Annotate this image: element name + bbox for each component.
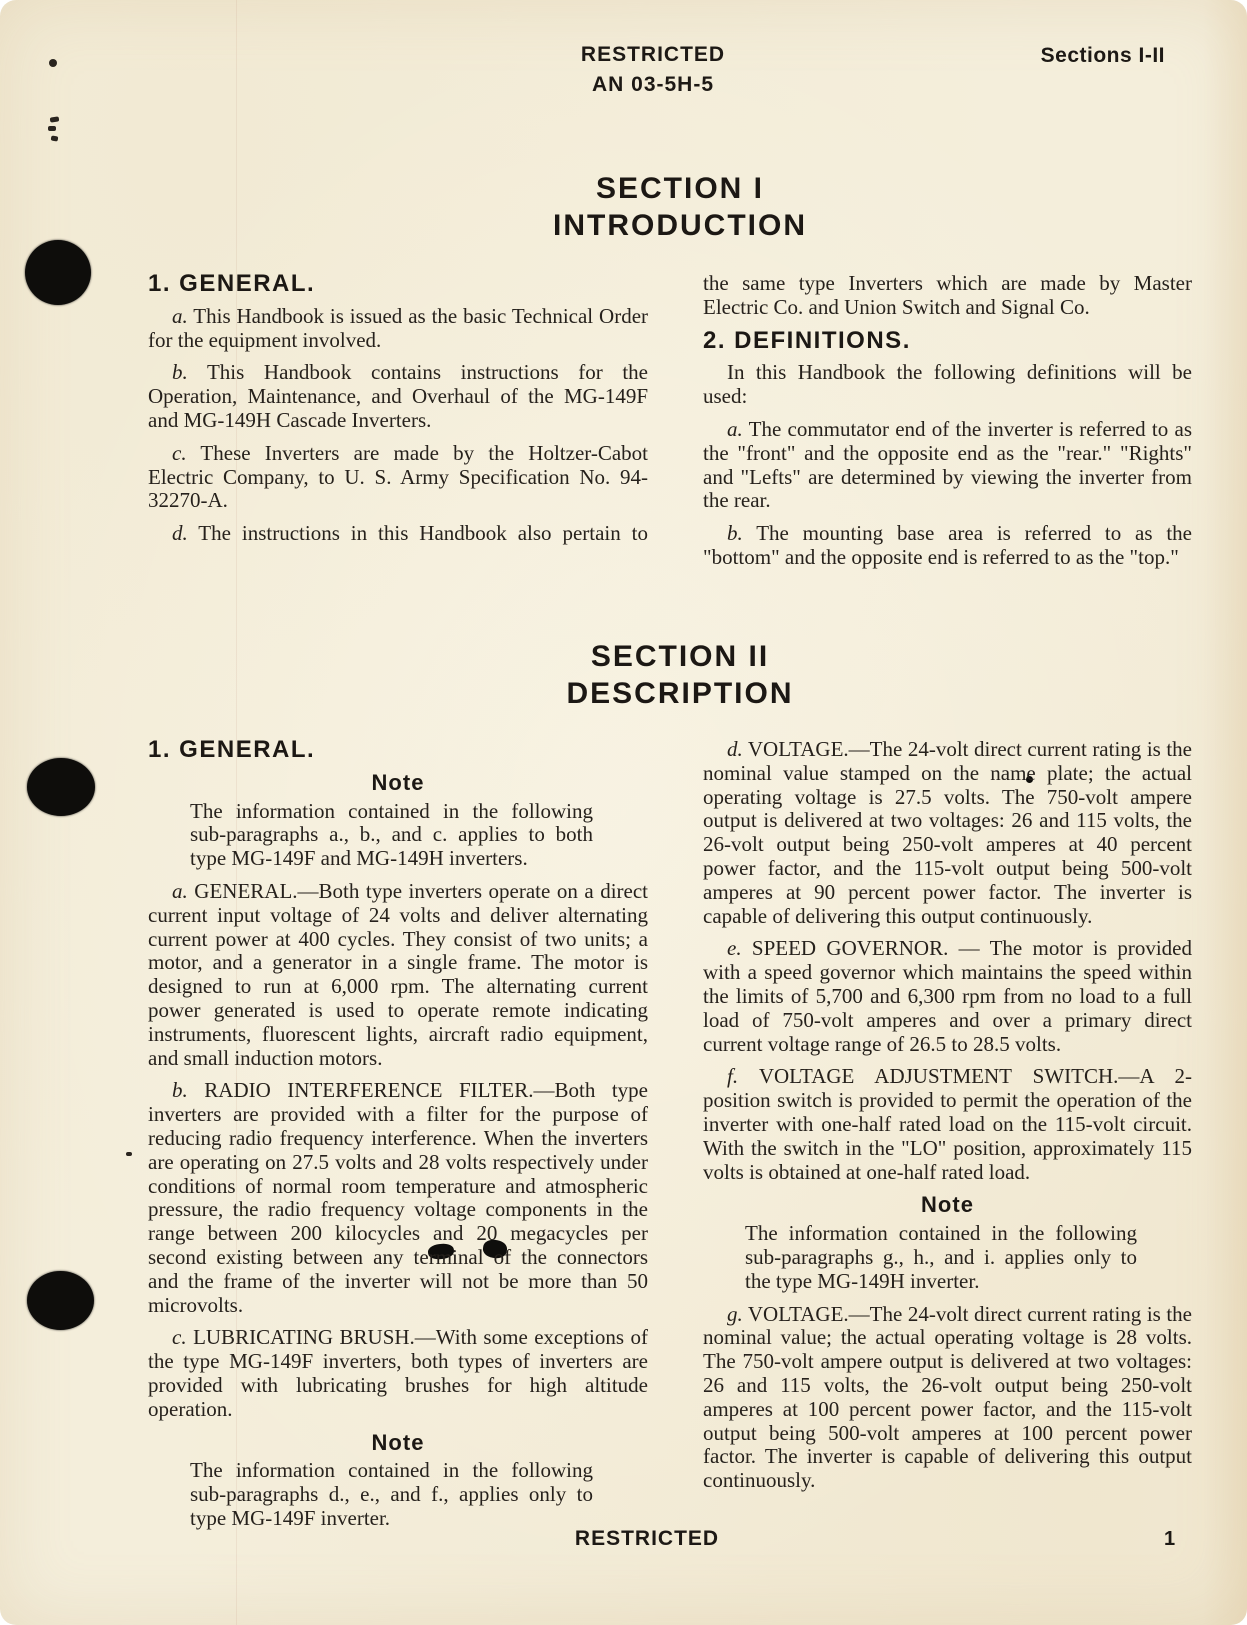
section1-title-block — [180, 170, 1180, 244]
binder-hole — [27, 1271, 94, 1330]
paragraph-lead: c. — [172, 1325, 187, 1350]
paragraph-text: the same type Inverters which are made by Master Electric Co. and Union Switch and Signal Co. — [703, 271, 1192, 319]
paragraph-text: VOLTAGE ADJUSTMENT SWITCH.—A 2-position switch is provided to permit the operation of the inverter with one-half rated load on the 115-volt circuit. With the switch in the "LO" position, approximately 115 volts is obtained at one-half rated load. — [703, 1064, 1192, 1184]
section1-definitions-intro — [703, 361, 1192, 409]
paragraph-lead: g. — [727, 1301, 743, 1326]
section1-paragraph-b — [148, 361, 648, 432]
paragraph-lead: f. — [727, 1064, 739, 1089]
section2-subtitle: DESCRIPTION — [566, 677, 794, 710]
paragraph-lead: a. — [172, 878, 188, 903]
paragraph-lead: d. — [172, 521, 188, 546]
section1-title: SECTION I — [595, 172, 764, 205]
section1-right-column — [703, 272, 1192, 570]
paragraph-text: This Handbook contains instructions for the Operation, Maintenance, and Overhaul of the MG-149F and MG-149H Cascade Inverters. — [148, 360, 648, 432]
footer-classification: RESTRICTED — [574, 1527, 720, 1550]
paragraph-text: GENERAL.—Both type inverters operate on a direct current input voltage of 24 volts and deliver alternating current power at 400 cycles. They consist of two units; a motor, and a generator in a single frame. The motor is designed to run at 6,000 rpm. The alternating current power generated is used to operate remote indicating instruments, fluorescent lights, aircraft radio equipment, and small induction motors. — [148, 878, 649, 1070]
section2-heading-general: 1. GENERAL. — [148, 736, 316, 763]
section2-paragraph-b — [148, 1079, 648, 1317]
binder-hole — [25, 240, 91, 305]
header-sections-ref: Sections I-II — [1040, 44, 1165, 67]
paragraph-text: In this Handbook the following definitions will be used: — [703, 360, 1192, 409]
section2-left-column — [148, 738, 648, 1540]
page-number: 1 — [1164, 1528, 1176, 1550]
paragraph-text: The instructions in this Handbook also pertain to — [198, 521, 648, 546]
note-label: Note — [921, 1192, 974, 1218]
paragraph-text: RADIO INTERFERENCE FILTER.—Both type inverters are provided with a filter for the purpose of reducing radio frequency interference. When the inverters are operating on 27.5 volts and 28 volts respectively under conditions of normal room temperature and atmospheric pressure, the radio frequency voltage components in the range between 200 kilocycles and 20 megacycles per second existing between any terminal of the connectors and the frame of the inverter will not be more than 50 microvolts. — [148, 1078, 649, 1317]
section2-paragraph-a — [148, 880, 648, 1070]
section1-paragraph-a — [148, 305, 648, 353]
paragraph-lead: d. — [727, 737, 743, 761]
section1-continuation-paragraph — [703, 272, 1192, 320]
header-doc-number: AN 03-5H-5 — [591, 73, 715, 96]
note-block — [148, 1431, 648, 1531]
paragraph-text: LUBRICATING BRUSH.—With some exceptions of the type MG-149F inverters, both types of inverters are provided with lubricating brushes for high altitude operation. — [148, 1325, 649, 1421]
ink-speck — [48, 126, 56, 131]
ink-speck — [51, 135, 59, 141]
section2-paragraph-c — [148, 1326, 648, 1421]
section2-title-block — [180, 638, 1180, 712]
ink-speck — [50, 116, 60, 122]
paragraph-lead: a. — [172, 303, 188, 328]
section1-definitions-paragraph-a — [703, 418, 1192, 513]
section2-paragraph-e — [703, 937, 1192, 1056]
section1-subtitle: INTRODUCTION — [553, 209, 807, 242]
note-text: The information contained in the following sub-paragraphs d., e., and f., applies only to type MG-149F inverter. — [190, 1458, 593, 1530]
paragraph-lead: b. — [172, 1078, 188, 1103]
paragraph-text: VOLTAGE.—The 24-volt direct current rating is the nominal value; the actual operating voltage is 28 volts. The 750-volt ampere output is delivered at two voltages: 26 and 115 volts, the 26-volt output being 250-volt amperes at 100 percent power factor, and the 115-volt output being 500-volt amperes at 100 percent power factor. The inverter is capable of delivering this output continuously. — [703, 1301, 1192, 1493]
section2-title: SECTION II — [590, 640, 770, 673]
note-block — [703, 1193, 1192, 1293]
ink-speck — [126, 1152, 132, 1156]
section1-heading-definitions: 2. DEFINITIONS. — [703, 326, 911, 354]
paragraph-lead: c. — [172, 440, 187, 465]
paragraph-lead: a. — [727, 416, 743, 441]
section1-paragraph-d — [148, 522, 648, 546]
section2-paragraph-f — [703, 1065, 1192, 1184]
header-classification: RESTRICTED — [580, 43, 726, 66]
paragraph-text: VOLTAGE.—The 24-volt direct current rating is the nominal value stamped on the name plate; the actual operating voltage is 27.5 volts. The 750-volt ampere output is delivered at two voltages: 26 and 115 volts, the 26-volt output being 250-volt amperes at 40 percent power factor, and the 115-volt output being 500-volt amperes at 90 percent power factor. The inverter is capable of delivering this output continuously. — [703, 737, 1192, 928]
section1-left-column — [148, 272, 648, 546]
binder-hole — [27, 758, 95, 816]
section2-paragraph-g — [703, 1303, 1192, 1493]
paragraph-lead: b. — [727, 521, 743, 546]
section1-paragraph-c — [148, 442, 648, 513]
section1-definitions-paragraph-b — [703, 522, 1192, 570]
paragraph-text: This Handbook is issued as the basic Technical Order for the equipment involved. — [148, 303, 649, 352]
note-label: Note — [371, 769, 425, 795]
paragraph-text: The commutator end of the inverter is referred to as the "front" and the opposite end as the "rear." "Rights" and "Lefts" are determined by viewing the inverter from the rear. — [703, 416, 1192, 513]
page-header — [403, 40, 903, 100]
note-text: The information contained in the following sub-paragraphs g., h., and i. applies only to the type MG-149H inverter. — [745, 1221, 1137, 1293]
paragraph-lead: b. — [172, 360, 188, 385]
section1-heading-general: 1. GENERAL. — [148, 270, 316, 297]
paragraph-text: These Inverters are made by the Holtzer-Cabot Electric Company, to U. S. Army Specification No. 94-32270-A. — [148, 440, 648, 513]
ink-speck — [49, 59, 57, 67]
paragraph-text: SPEED GOVERNOR. — The motor is provided with a speed governor which maintains the speed within the limits of 5,700 and 6,300 rpm from no load to a full load of 750-volt amperes and over a primary direct current voltage range of 26.5 to 28.5 volts. — [703, 936, 1193, 1056]
note-text: The information contained in the following sub-paragraphs a., b., and c. applies to both type MG-149F and MG-149H inverters. — [190, 798, 593, 871]
section2-right-column — [703, 738, 1192, 1493]
section2-paragraph-d — [703, 738, 1192, 928]
note-block — [148, 771, 648, 871]
paragraph-text: The mounting base area is referred to as the "bottom" and the opposite end is referred to as the "top." — [703, 521, 1192, 569]
note-label: Note — [371, 1429, 425, 1455]
paragraph-lead: e. — [727, 936, 742, 961]
page-edge-shading — [1203, 0, 1247, 1625]
